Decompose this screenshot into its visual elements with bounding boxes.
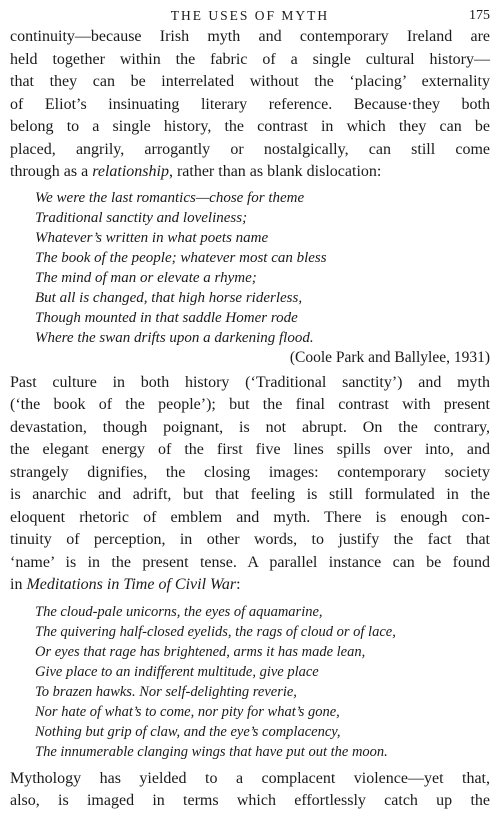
text-line: Mythology has yielded to a complacent violence—yet that, <box>10 769 490 787</box>
verse-line: The innumerable clanging wings that have put out the moon. <box>35 743 388 760</box>
paragraph-past-culture <box>10 372 490 597</box>
text-line: eloquent rhetoric of emblem and myth. There is enough con- <box>10 508 490 526</box>
text-line: strangely dignifies, the closing images: contemporary society <box>10 463 490 481</box>
verse-line: Or eyes that rage has brightened, arms it has made lean, <box>35 643 366 660</box>
text-line: placed, angrily, arrogantly or nostalgically, can still come <box>10 140 490 158</box>
text-span: in <box>10 576 27 593</box>
text-line: Past culture in both history (‘Traditional sanctity’) and myth <box>10 373 490 391</box>
verse-line: Traditional sanctity and loveliness; <box>35 209 248 226</box>
running-title: THE USES OF MYTH <box>170 8 330 23</box>
text-line: devastation, though poignant, is not abrupt. On the contrary, <box>10 418 490 436</box>
paragraph-continuity <box>10 26 490 184</box>
text-line: that they can be interrelated without the ‘placing’ externality <box>10 73 490 90</box>
verse-line: Whatever’s written in what poets name <box>35 229 269 246</box>
verse-line: Where the swan drifts upon a darkening flood. <box>35 329 314 346</box>
text-span: , rather than as blank dislocation: <box>168 163 382 180</box>
text-line: the elegant energy of the first five lines spills over into, and <box>10 441 490 458</box>
verse-line: Give place to an indifferent multitude, give place <box>35 663 319 680</box>
verse-line: Nothing but grip of claw, and the eye’s complacency, <box>35 723 341 740</box>
text-line: tinuity of perception, in other words, to justify the fact that <box>10 531 490 548</box>
text-line: belong to a single history, the contrast in which they can be <box>10 118 490 135</box>
page-number: 175 <box>469 8 490 23</box>
text-line: of Eliot’s insinuating literary reference. Because·they both <box>10 95 490 113</box>
text-line: is anarchic and adrift, but that feeling is still formulated in the <box>10 486 490 503</box>
book-page <box>10 4 490 813</box>
text-line: continuity—because Irish myth and contemporary Ireland are <box>10 28 490 45</box>
text-line: held together within the fabric of a single cultural history— <box>10 50 490 68</box>
text-span: through as a <box>10 163 93 180</box>
verse-line: We were the last romantics—chose for theme <box>35 189 305 206</box>
quoted-poem-coole-park <box>35 188 490 368</box>
verse-line: The book of the people; whatever most can bless <box>35 249 327 266</box>
text-line: (‘the book of the people’); but the final contrast with present <box>10 396 490 413</box>
verse-line: The quivering half-closed eyelids, the rags of cloud or of lace, <box>35 623 396 640</box>
text-line: also, is imaged in terms which effortlessly catch up the <box>10 792 490 809</box>
text-line <box>10 161 490 184</box>
text-line: ‘name’ is in the present tense. A parallel instance can be found <box>10 553 490 571</box>
emphasis-meditations-title: Meditations in Time of Civil War <box>26 576 237 593</box>
verse-line: The mind of man or elevate a rhyme; <box>35 269 257 286</box>
verse-line: To brazen hawks. Nor self-delighting reverie, <box>35 683 297 700</box>
verse-line: Though mounted in that saddle Homer rode <box>35 309 298 326</box>
poem-citation: (Coole Park and Ballylee, 1931) <box>289 348 490 366</box>
paragraph-mythology <box>10 768 490 813</box>
text-line <box>10 574 490 597</box>
verse-line: The cloud-pale unicorns, the eyes of aquamarine, <box>35 603 323 620</box>
verse-line: Nor hate of what’s to come, nor pity for what’s gone, <box>35 703 340 720</box>
running-head <box>10 4 490 26</box>
verse-line: But all is changed, that high horse riderless, <box>35 289 303 306</box>
quoted-poem-meditations <box>35 602 490 762</box>
text-span: : <box>236 576 241 593</box>
emphasis-relationship: relationship <box>92 163 169 180</box>
